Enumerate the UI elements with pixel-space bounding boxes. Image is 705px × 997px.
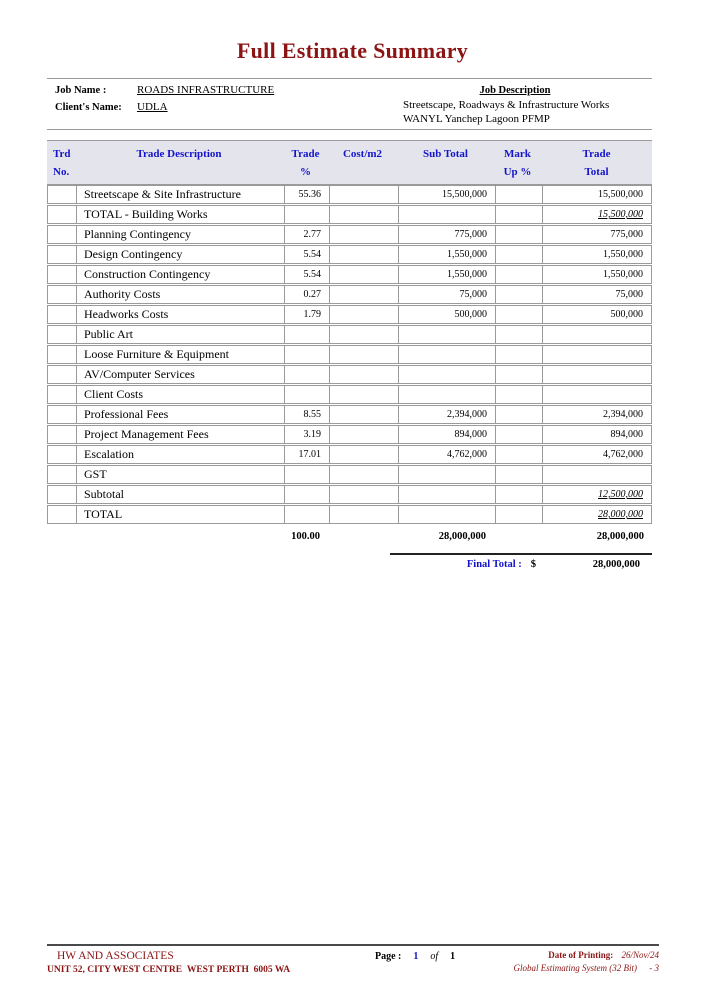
cell-cost-m2 (329, 326, 398, 343)
cell-trade-total: 500,000 (542, 306, 651, 323)
table-row (47, 425, 652, 444)
cell-trd-no (48, 366, 76, 383)
cell-trd-no (48, 286, 76, 303)
cell-cost-m2 (329, 186, 398, 203)
cell-mark-up (495, 226, 542, 243)
cell-trade-description: Escalation (76, 446, 284, 463)
cell-trade-description: Planning Contingency (76, 226, 284, 243)
cell-sub-total (398, 386, 495, 403)
cell-mark-up (495, 466, 542, 483)
header-trade-total: Trade Total (582, 148, 611, 178)
cell-trade-description: GST (76, 466, 284, 483)
cell-trade-description: Subtotal (76, 486, 284, 503)
table-row (47, 285, 652, 304)
cell-cost-m2 (329, 366, 398, 383)
table-row (47, 325, 652, 344)
cell-sub-total (398, 506, 495, 523)
cell-trade-description: Public Art (76, 326, 284, 343)
table-row (47, 485, 652, 504)
cell-mark-up (495, 246, 542, 263)
cell-trade-total: 894,000 (542, 426, 651, 443)
cell-trade-description: TOTAL - Building Works (76, 206, 284, 223)
job-info-left (55, 83, 274, 117)
page-label: Page : (375, 951, 402, 962)
cell-cost-m2 (329, 386, 398, 403)
cell-cost-m2 (329, 426, 398, 443)
table-row (47, 345, 652, 364)
cell-mark-up (495, 286, 542, 303)
final-total-amount: 28,000,000 (592, 559, 640, 570)
cell-mark-up (495, 306, 542, 323)
cell-sub-total: 500,000 (398, 306, 495, 323)
date-of-printing-value: 26/Nov/24 (621, 950, 659, 960)
table-row (47, 385, 652, 404)
table-row (47, 445, 652, 464)
cell-trade-pct (284, 386, 329, 403)
cell-trade-pct: 17.01 (284, 446, 329, 463)
cell-trade-total: 4,762,000 (542, 446, 651, 463)
total-sub-total: 28,000,000 (438, 531, 486, 542)
job-description-line1: Streetscape, Roadways & Infrastructure Works (403, 99, 610, 111)
cell-cost-m2 (329, 466, 398, 483)
cell-trade-total (542, 346, 651, 363)
job-info-panel (47, 78, 652, 130)
header-mark-up: Mark Up % (503, 148, 532, 178)
cell-trade-description: Design Contingency (76, 246, 284, 263)
cell-trade-pct (284, 366, 329, 383)
cell-trade-description: Professional Fees (76, 406, 284, 423)
cell-trade-total (542, 366, 651, 383)
cell-trd-no (48, 246, 76, 263)
cell-sub-total: 1,550,000 (398, 246, 495, 263)
job-description-line2: WANYL Yanchep Lagoon PFMP (403, 113, 550, 125)
table-row (47, 265, 652, 284)
cell-cost-m2 (329, 246, 398, 263)
footer-right (514, 950, 660, 973)
cell-trade-total (542, 466, 651, 483)
cell-trade-description: Client Costs (76, 386, 284, 403)
cell-trade-description: TOTAL (76, 506, 284, 523)
table-row (47, 365, 652, 384)
cell-sub-total: 2,394,000 (398, 406, 495, 423)
table-row (47, 465, 652, 484)
final-total-section (47, 553, 652, 570)
page-current: 1 (413, 951, 419, 962)
cell-trade-total (542, 386, 651, 403)
table-row (47, 185, 652, 204)
cell-mark-up (495, 506, 542, 523)
cell-cost-m2 (329, 446, 398, 463)
cell-cost-m2 (329, 266, 398, 283)
job-name-label: Job Name : (55, 85, 107, 96)
cell-trade-pct (284, 466, 329, 483)
column-totals-row (47, 529, 652, 545)
cell-sub-total: 1,550,000 (398, 266, 495, 283)
table-row (47, 205, 652, 224)
cell-mark-up (495, 186, 542, 203)
cell-mark-up (495, 346, 542, 363)
system-suffix: - 3 (649, 963, 659, 973)
cell-mark-up (495, 206, 542, 223)
cell-trade-total: 28,000,000 (542, 506, 651, 523)
cell-trade-pct (284, 346, 329, 363)
cell-trade-total: 775,000 (542, 226, 651, 243)
cell-trade-pct: 2.77 (284, 226, 329, 243)
cell-mark-up (495, 426, 542, 443)
header-cost-m2: Cost/m2 (342, 148, 383, 160)
cell-cost-m2 (329, 206, 398, 223)
cell-cost-m2 (329, 406, 398, 423)
cell-trade-total: 12,500,000 (542, 486, 651, 503)
currency-symbol: $ (530, 559, 536, 570)
cell-mark-up (495, 446, 542, 463)
cell-cost-m2 (329, 346, 398, 363)
cell-trd-no (48, 266, 76, 283)
cell-trd-no (48, 226, 76, 243)
cell-trade-total: 1,550,000 (542, 266, 651, 283)
job-name-value: ROADS INFRASTRUCTURE (137, 84, 275, 96)
page-footer (47, 944, 659, 986)
cell-mark-up (495, 266, 542, 283)
cell-trade-pct (284, 486, 329, 503)
cell-trd-no (48, 506, 76, 523)
cell-trade-total: 2,394,000 (542, 406, 651, 423)
cell-trd-no (48, 446, 76, 463)
cell-sub-total (398, 206, 495, 223)
cell-trade-total: 15,500,000 (542, 206, 651, 223)
cell-trd-no (48, 206, 76, 223)
cell-sub-total: 15,500,000 (398, 186, 495, 203)
cell-mark-up (495, 486, 542, 503)
cell-cost-m2 (329, 486, 398, 503)
total-trade-pct: 100.00 (291, 531, 320, 542)
cell-trade-description: Loose Furniture & Equipment (76, 346, 284, 363)
cell-trade-total: 75,000 (542, 286, 651, 303)
final-total-label: Final Total : (466, 559, 522, 570)
job-description-label: Job Description (479, 85, 551, 96)
cell-mark-up (495, 386, 542, 403)
cell-sub-total (398, 466, 495, 483)
cell-cost-m2 (329, 286, 398, 303)
page-title: Full Estimate Summary (236, 38, 469, 63)
cell-trd-no (48, 186, 76, 203)
cell-cost-m2 (329, 226, 398, 243)
cell-trade-total (542, 326, 651, 343)
cell-sub-total: 894,000 (398, 426, 495, 443)
cell-trade-pct (284, 206, 329, 223)
cell-trade-pct: 1.79 (284, 306, 329, 323)
cell-trd-no (48, 406, 76, 423)
table-row (47, 305, 652, 324)
cell-trade-pct: 3.19 (284, 426, 329, 443)
cell-sub-total (398, 486, 495, 503)
estimate-table (47, 140, 654, 525)
table-row (47, 505, 652, 524)
header-trd-no: Trd No. (53, 148, 71, 178)
cell-sub-total: 4,762,000 (398, 446, 495, 463)
table-row (47, 225, 652, 244)
job-description-block (380, 83, 650, 126)
cell-trade-pct: 0.27 (284, 286, 329, 303)
cell-trade-pct (284, 506, 329, 523)
cell-trade-total: 1,550,000 (542, 246, 651, 263)
header-trade-description: Trade Description (136, 148, 222, 160)
cell-trd-no (48, 386, 76, 403)
cell-mark-up (495, 406, 542, 423)
company-name: HW AND ASSOCIATES (57, 950, 174, 962)
page-total: 1 (450, 951, 456, 962)
table-body (47, 185, 654, 524)
cell-trade-description: Streetscape & Site Infrastructure (76, 186, 284, 203)
client-name-value: UDLA (137, 101, 168, 113)
cell-trd-no (48, 486, 76, 503)
total-trade-total: 28,000,000 (596, 531, 644, 542)
cell-trade-description: Project Management Fees (76, 426, 284, 443)
header-sub-total: Sub Total (423, 148, 468, 160)
cell-trade-pct: 55.36 (284, 186, 329, 203)
cell-trade-description: AV/Computer Services (76, 366, 284, 383)
page-indicator (375, 951, 455, 962)
cell-sub-total: 75,000 (398, 286, 495, 303)
cell-trd-no (48, 346, 76, 363)
cell-sub-total (398, 346, 495, 363)
cell-trade-description: Authority Costs (76, 286, 284, 303)
cell-mark-up (495, 366, 542, 383)
cell-trade-pct (284, 326, 329, 343)
cell-cost-m2 (329, 306, 398, 323)
cell-trade-description: Construction Contingency (76, 266, 284, 283)
system-name: Global Estimating System (32 Bit) (513, 963, 637, 973)
cell-trade-pct: 8.55 (284, 406, 329, 423)
client-name-label: Client's Name: (55, 102, 122, 113)
cell-trd-no (48, 326, 76, 343)
final-total-rule (390, 553, 652, 555)
cell-sub-total (398, 366, 495, 383)
cell-sub-total (398, 326, 495, 343)
table-row (47, 405, 652, 424)
page-of-label: of (430, 951, 439, 962)
cell-sub-total: 775,000 (398, 226, 495, 243)
cell-trade-total: 15,500,000 (542, 186, 651, 203)
cell-mark-up (495, 326, 542, 343)
cell-trade-pct: 5.54 (284, 266, 329, 283)
cell-trd-no (48, 466, 76, 483)
cell-cost-m2 (329, 506, 398, 523)
header-trade-pct: Trade % (291, 148, 320, 178)
cell-trd-no (48, 306, 76, 323)
date-of-printing-label: Date of Printing: (548, 950, 614, 960)
cell-trade-description: Headworks Costs (76, 306, 284, 323)
cell-trade-pct: 5.54 (284, 246, 329, 263)
cell-trd-no (48, 426, 76, 443)
table-row (47, 245, 652, 264)
table-header-row (47, 140, 652, 185)
company-address: UNIT 52, CITY WEST CENTRE WEST PERTH 6005 WA (47, 965, 291, 975)
